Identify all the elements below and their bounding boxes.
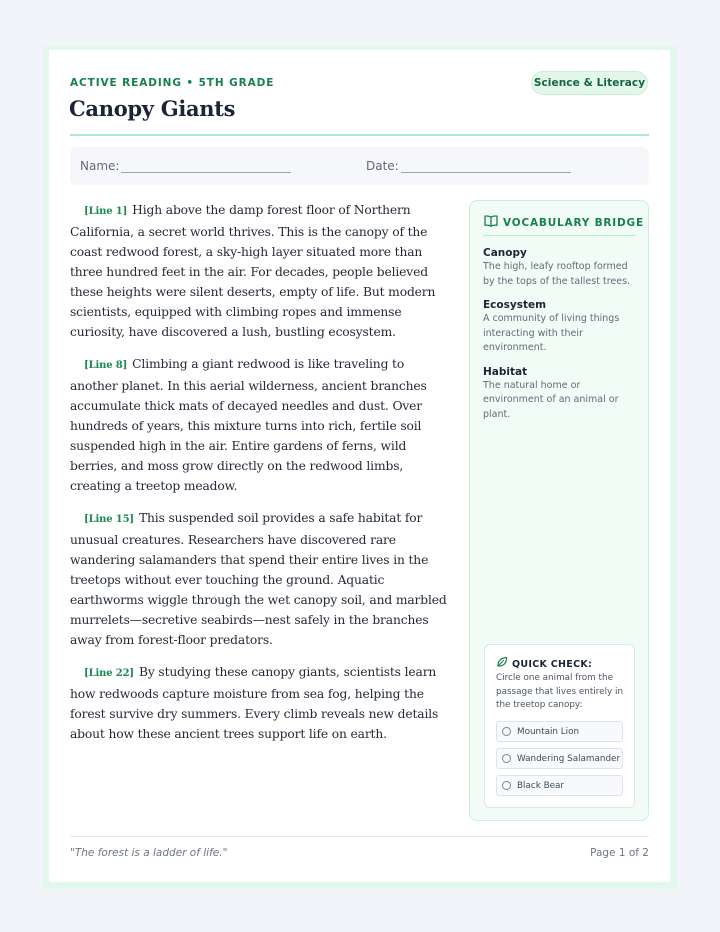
- vocabulary-term: Ecosystem: [483, 299, 547, 311]
- title-divider: [70, 134, 649, 136]
- answer-option[interactable]: [496, 721, 623, 742]
- student-info-box: [70, 147, 649, 185]
- answer-option-label: Black Bear: [517, 780, 565, 791]
- paragraph-text: This suspended soil provides a safe habitat for unusual creatures. Researchers have discovered rare wandering salamanders that spend their entire lives in the treetops without ever touching the ground. Aquatic earthworms wiggle through the wet canopy soil, and marbled murrelets—secretive seabirds—nest safely in the branches away from forest-floor predators.: [70, 511, 447, 647]
- quick-check-question: Circle one animal from the passage that lives entirely in the treetop canopy:: [496, 673, 624, 710]
- passage-paragraph: [70, 662, 453, 744]
- footer-quote: "The forest is a ladder of life.": [70, 847, 228, 859]
- vocabulary-term: Canopy: [483, 247, 527, 259]
- date-field[interactable]: [401, 172, 571, 173]
- quick-check-header: [496, 655, 592, 673]
- worksheet-sheet: [49, 50, 670, 882]
- passage-paragraph: [70, 200, 453, 342]
- line-number: [Line 1]: [84, 206, 128, 217]
- page-number: Page 1 of 2: [590, 847, 649, 859]
- vocabulary-header: [484, 214, 644, 232]
- vocabulary-definition: The high, leafy rooftop formed by the tops of the tallest trees.: [483, 261, 631, 287]
- worksheet-page: [43, 46, 677, 888]
- vocabulary-item: [483, 246, 633, 289]
- line-number: [Line 8]: [84, 360, 128, 371]
- footer-divider: [70, 836, 649, 837]
- answer-option[interactable]: [496, 775, 623, 796]
- leaf-icon: [496, 655, 508, 673]
- page-title: Canopy Giants: [69, 96, 236, 121]
- book-icon: [484, 214, 498, 232]
- vocabulary-list: [483, 246, 633, 431]
- quick-check-title: QUICK CHECK:: [512, 658, 593, 670]
- date-label: Date:: [366, 159, 399, 173]
- vocabulary-panel: [469, 200, 649, 821]
- passage-paragraph: [70, 354, 453, 496]
- radio-circle-icon[interactable]: [502, 781, 511, 790]
- answer-option-label: Wandering Salamander: [517, 753, 621, 764]
- line-number: [Line 22]: [84, 668, 134, 679]
- name-label: Name:: [80, 159, 120, 173]
- radio-circle-icon[interactable]: [502, 754, 511, 763]
- vocabulary-definition: The natural home or environment of an animal or plant.: [483, 379, 619, 420]
- vocabulary-title: VOCABULARY BRIDGE: [503, 217, 644, 229]
- paragraph-text: High above the damp forest floor of Northern California, a secret world thrives. This is the canopy of the coast redwood forest, a sky-high layer situated more than three hundred feet in the air. For decades, people believed these heights were silent deserts, empty of life. But modern scientists, equipped with climbing ropes and immense curiosity, have discovered a lush, bustling ecosystem.: [70, 203, 436, 339]
- reading-passage: [70, 200, 453, 756]
- subject-badge: Science & Literacy: [531, 71, 648, 95]
- vocabulary-divider: [483, 235, 636, 236]
- vocabulary-item: [483, 365, 633, 423]
- name-field[interactable]: [121, 172, 291, 173]
- eyebrow-label: ACTIVE READING • 5TH GRADE: [70, 77, 275, 89]
- passage-paragraph: [70, 508, 453, 650]
- paragraph-text: By studying these canopy giants, scientists learn how redwoods capture moisture from sea fog, helping the forest survive dry summers. Every climb reveals new details about how these ancient trees support life on earth.: [70, 665, 439, 741]
- vocabulary-item: [483, 298, 633, 356]
- quick-check-card: [484, 644, 635, 808]
- radio-circle-icon[interactable]: [502, 727, 511, 736]
- answer-option[interactable]: [496, 748, 623, 769]
- vocabulary-definition: A community of living things interacting with their environment.: [483, 313, 620, 353]
- paragraph-text: Climbing a giant redwood is like traveling to another planet. In this aerial wilderness, ancient branches accumulate thick mats of decayed needles and dust. Over hundreds of years, this mixture turns into rich, fertile soil suspended high in the air. Entire gardens of ferns, wild berries, and moss grow directly on the redwood limbs, creating a treetop meadow.: [70, 357, 427, 493]
- vocabulary-term: Habitat: [483, 365, 528, 378]
- answer-option-label: Mountain Lion: [517, 726, 580, 737]
- line-number: [Line 15]: [84, 514, 134, 525]
